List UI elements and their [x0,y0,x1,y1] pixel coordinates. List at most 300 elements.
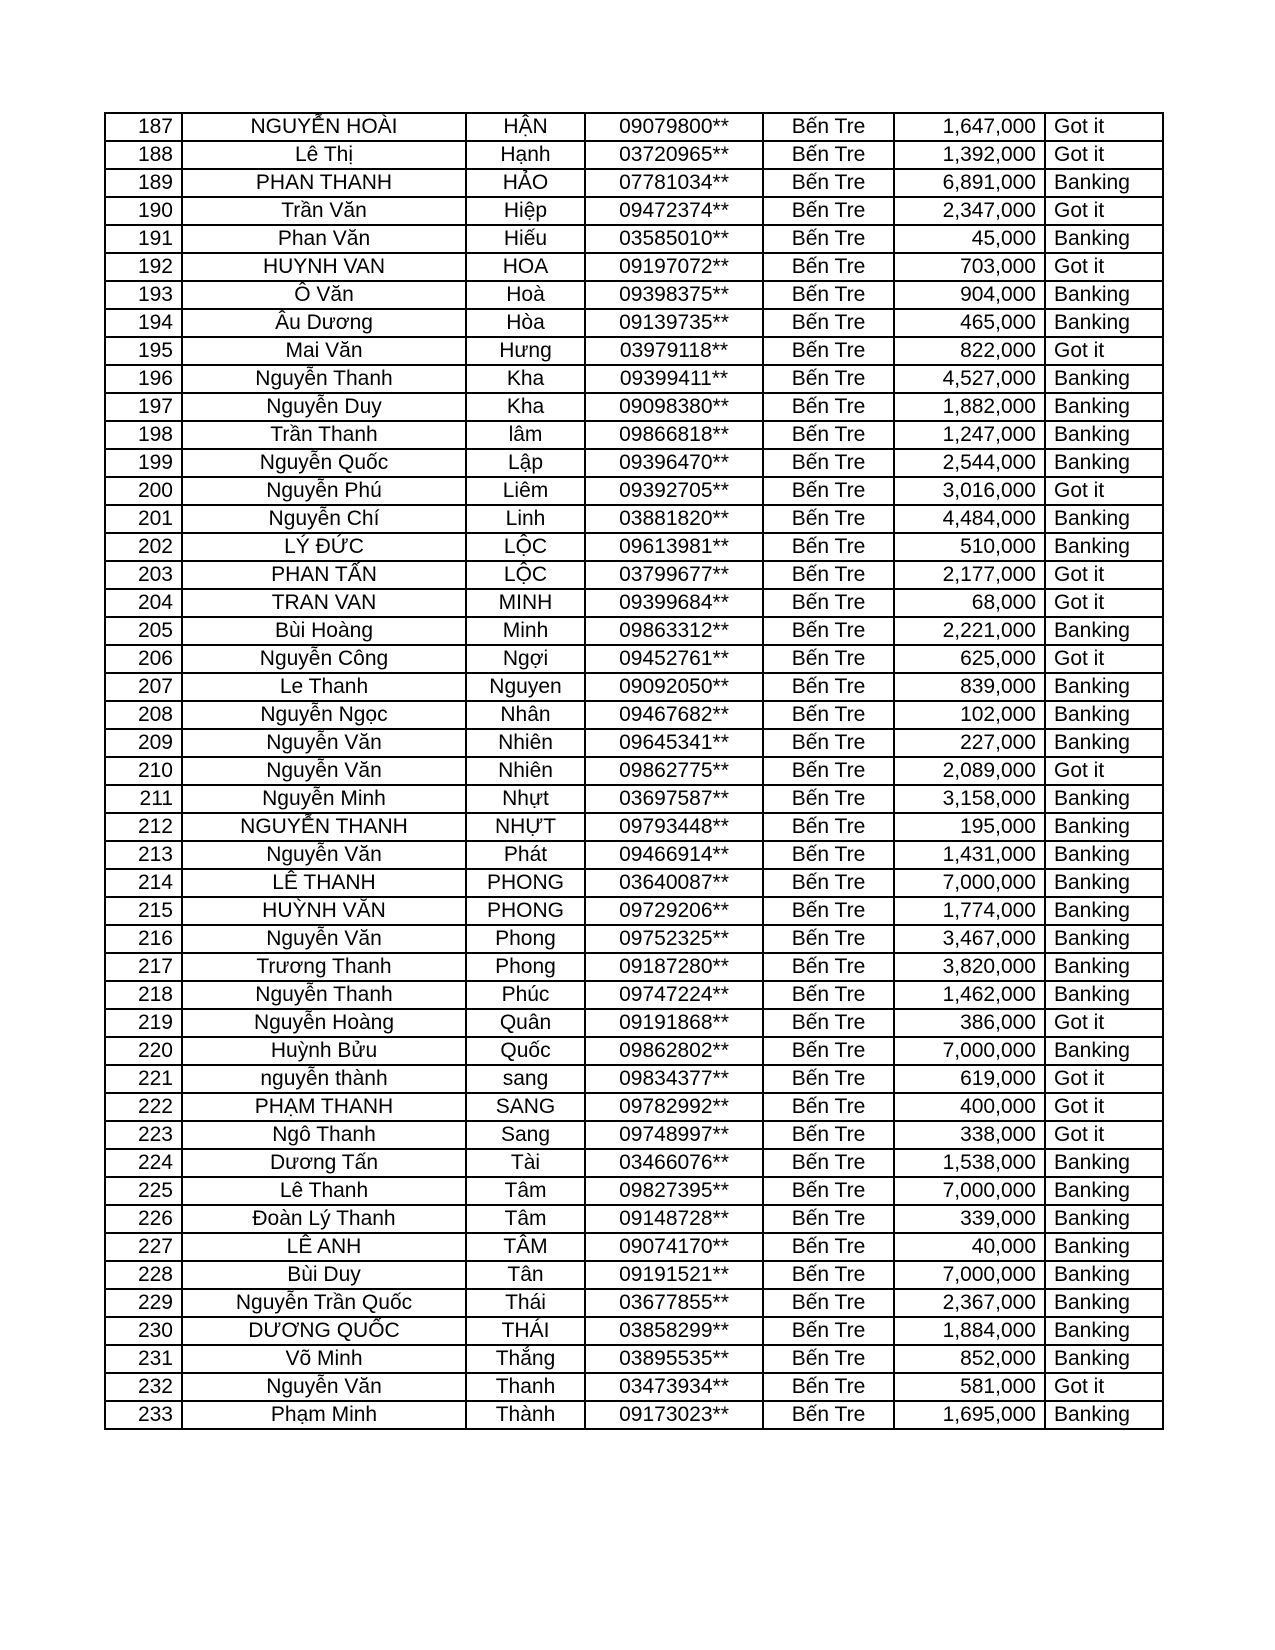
first-name-cell: Minh [466,617,585,645]
province-cell: Bến Tre [763,1373,894,1401]
first-name-cell: Liêm [466,477,585,505]
province-cell: Bến Tre [763,925,894,953]
phone-number-cell: 09187280** [585,953,763,981]
phone-number-cell: 09452761** [585,645,763,673]
province-cell: Bến Tre [763,533,894,561]
last-middle-name-cell: Dương Tấn [182,1149,466,1177]
amount-cell: 3,016,000 [894,477,1045,505]
amount-cell: 40,000 [894,1233,1045,1261]
province-cell: Bến Tre [763,1009,894,1037]
phone-number-cell: 09613981** [585,533,763,561]
first-name-cell: PHONG [466,897,585,925]
payment-method-cell: Banking [1045,785,1163,813]
first-name-cell: Quân [466,1009,585,1037]
phone-number-cell: 03979118** [585,337,763,365]
last-middle-name-cell: Bùi Hoàng [182,617,466,645]
table-row [105,1037,1163,1065]
phone-number-cell: 09139735** [585,309,763,337]
last-middle-name-cell: Trương Thanh [182,953,466,981]
last-middle-name-cell: Nguyễn Văn [182,841,466,869]
province-cell: Bến Tre [763,1289,894,1317]
first-name-cell: THÁI [466,1317,585,1345]
province-cell: Bến Tre [763,1233,894,1261]
last-middle-name-cell: Nguyễn Thanh [182,981,466,1009]
row-number-cell: 220 [105,1037,182,1065]
amount-cell: 904,000 [894,281,1045,309]
first-name-cell: Kha [466,365,585,393]
payment-method-cell: Got it [1045,1373,1163,1401]
phone-number-cell: 09866818** [585,421,763,449]
last-middle-name-cell: PHAN TẤN [182,561,466,589]
province-cell: Bến Tre [763,645,894,673]
last-middle-name-cell: Nguyễn Văn [182,1373,466,1401]
province-cell: Bến Tre [763,421,894,449]
first-name-cell: lâm [466,421,585,449]
province-cell: Bến Tre [763,757,894,785]
payment-method-cell: Banking [1045,1177,1163,1205]
row-number-cell: 190 [105,197,182,225]
phone-number-cell: 09098380** [585,393,763,421]
payment-method-cell: Got it [1045,1065,1163,1093]
row-number-cell: 213 [105,841,182,869]
first-name-cell: LỘC [466,533,585,561]
amount-cell: 619,000 [894,1065,1045,1093]
first-name-cell: Tài [466,1149,585,1177]
last-middle-name-cell: NGUYỄN HOÀI [182,113,466,141]
last-middle-name-cell: Nguyễn Ngọc [182,701,466,729]
province-cell: Bến Tre [763,785,894,813]
row-number-cell: 208 [105,701,182,729]
province-cell: Bến Tre [763,1037,894,1065]
row-number-cell: 205 [105,617,182,645]
amount-cell: 1,695,000 [894,1401,1045,1429]
table-row [105,281,1163,309]
amount-cell: 2,221,000 [894,617,1045,645]
last-middle-name-cell: Ô Văn [182,281,466,309]
first-name-cell: MINH [466,589,585,617]
first-name-cell: sang [466,1065,585,1093]
phone-number-cell: 07781034** [585,169,763,197]
province-cell: Bến Tre [763,1345,894,1373]
row-number-cell: 194 [105,309,182,337]
payment-method-cell: Banking [1045,309,1163,337]
payment-method-cell: Got it [1045,197,1163,225]
province-cell: Bến Tre [763,197,894,225]
amount-cell: 822,000 [894,337,1045,365]
payment-method-cell: Got it [1045,113,1163,141]
last-middle-name-cell: Lê Thị [182,141,466,169]
row-number-cell: 222 [105,1093,182,1121]
amount-cell: 465,000 [894,309,1045,337]
last-middle-name-cell: Nguyễn Văn [182,729,466,757]
amount-cell: 1,882,000 [894,393,1045,421]
table-row [105,1261,1163,1289]
table-row [105,309,1163,337]
table-row [105,393,1163,421]
province-cell: Bến Tre [763,1205,894,1233]
last-middle-name-cell: Lê Thanh [182,1177,466,1205]
last-middle-name-cell: Phan Văn [182,225,466,253]
row-number-cell: 223 [105,1121,182,1149]
row-number-cell: 217 [105,953,182,981]
amount-cell: 45,000 [894,225,1045,253]
table-row [105,617,1163,645]
phone-number-cell: 09645341** [585,729,763,757]
table-row [105,365,1163,393]
payment-method-cell: Banking [1045,421,1163,449]
amount-cell: 2,347,000 [894,197,1045,225]
table-row [105,1205,1163,1233]
amount-cell: 4,484,000 [894,505,1045,533]
row-number-cell: 228 [105,1261,182,1289]
first-name-cell: Hưng [466,337,585,365]
first-name-cell: Thắng [466,1345,585,1373]
province-cell: Bến Tre [763,309,894,337]
row-number-cell: 197 [105,393,182,421]
province-cell: Bến Tre [763,337,894,365]
last-middle-name-cell: PHẠM THANH [182,1093,466,1121]
table-row [105,421,1163,449]
first-name-cell: Hạnh [466,141,585,169]
first-name-cell: Hiệp [466,197,585,225]
province-cell: Bến Tre [763,477,894,505]
amount-cell: 2,089,000 [894,757,1045,785]
table-row [105,1345,1163,1373]
province-cell: Bến Tre [763,113,894,141]
phone-number-cell: 03697587** [585,785,763,813]
row-number-cell: 189 [105,169,182,197]
amount-cell: 1,647,000 [894,113,1045,141]
row-number-cell: 202 [105,533,182,561]
amount-cell: 3,467,000 [894,925,1045,953]
payment-method-cell: Banking [1045,953,1163,981]
province-cell: Bến Tre [763,673,894,701]
first-name-cell: NHỰT [466,813,585,841]
province-cell: Bến Tre [763,281,894,309]
row-number-cell: 199 [105,449,182,477]
row-number-cell: 232 [105,1373,182,1401]
amount-cell: 7,000,000 [894,869,1045,897]
first-name-cell: HOA [466,253,585,281]
last-middle-name-cell: Âu Dương [182,309,466,337]
payment-method-cell: Banking [1045,701,1163,729]
row-number-cell: 211 [105,785,182,813]
last-middle-name-cell: Le Thanh [182,673,466,701]
amount-cell: 581,000 [894,1373,1045,1401]
phone-number-cell: 09074170** [585,1233,763,1261]
province-cell: Bến Tre [763,701,894,729]
table-row [105,645,1163,673]
row-number-cell: 188 [105,141,182,169]
phone-number-cell: 03858299** [585,1317,763,1345]
last-middle-name-cell: Mai Văn [182,337,466,365]
phone-number-cell: 09399411** [585,365,763,393]
payment-method-cell: Banking [1045,981,1163,1009]
phone-number-cell: 09092050** [585,673,763,701]
last-middle-name-cell: Nguyễn Minh [182,785,466,813]
amount-cell: 2,544,000 [894,449,1045,477]
first-name-cell: Hoà [466,281,585,309]
payment-method-cell: Got it [1045,141,1163,169]
amount-cell: 386,000 [894,1009,1045,1037]
row-number-cell: 225 [105,1177,182,1205]
last-middle-name-cell: nguyễn thành [182,1065,466,1093]
table-row [105,1149,1163,1177]
table-row [105,1065,1163,1093]
last-middle-name-cell: Võ Minh [182,1345,466,1373]
table-row [105,1233,1163,1261]
province-cell: Bến Tre [763,841,894,869]
row-number-cell: 206 [105,645,182,673]
payment-method-cell: Banking [1045,533,1163,561]
phone-number-cell: 03720965** [585,141,763,169]
payment-method-cell: Banking [1045,225,1163,253]
table-row [105,533,1163,561]
row-number-cell: 229 [105,1289,182,1317]
amount-cell: 3,820,000 [894,953,1045,981]
phone-number-cell: 03799677** [585,561,763,589]
first-name-cell: HẢO [466,169,585,197]
first-name-cell: Phong [466,953,585,981]
amount-cell: 195,000 [894,813,1045,841]
first-name-cell: Phong [466,925,585,953]
amount-cell: 2,367,000 [894,1289,1045,1317]
last-middle-name-cell: Nguyễn Quốc [182,449,466,477]
first-name-cell: HẬN [466,113,585,141]
last-middle-name-cell: TRAN VAN [182,589,466,617]
province-cell: Bến Tre [763,1065,894,1093]
phone-number-cell: 09399684** [585,589,763,617]
first-name-cell: Quốc [466,1037,585,1065]
table-row [105,869,1163,897]
phone-number-cell: 03881820** [585,505,763,533]
phone-number-cell: 09782992** [585,1093,763,1121]
payment-method-cell: Banking [1045,1401,1163,1429]
row-number-cell: 212 [105,813,182,841]
table-row [105,1121,1163,1149]
payment-method-cell: Banking [1045,449,1163,477]
province-cell: Bến Tre [763,981,894,1009]
payment-method-cell: Got it [1045,589,1163,617]
first-name-cell: Lập [466,449,585,477]
province-cell: Bến Tre [763,141,894,169]
last-middle-name-cell: Ngô Thanh [182,1121,466,1149]
last-middle-name-cell: Nguyễn Văn [182,925,466,953]
payment-method-cell: Banking [1045,393,1163,421]
amount-cell: 1,538,000 [894,1149,1045,1177]
payment-method-cell: Got it [1045,1121,1163,1149]
amount-cell: 68,000 [894,589,1045,617]
table-row [105,1401,1163,1429]
first-name-cell: SANG [466,1093,585,1121]
last-middle-name-cell: Bùi Duy [182,1261,466,1289]
province-cell: Bến Tre [763,953,894,981]
amount-cell: 338,000 [894,1121,1045,1149]
table-row [105,729,1163,757]
row-number-cell: 196 [105,365,182,393]
province-cell: Bến Tre [763,617,894,645]
phone-number-cell: 03895535** [585,1345,763,1373]
row-number-cell: 210 [105,757,182,785]
row-number-cell: 214 [105,869,182,897]
table-row [105,1317,1163,1345]
first-name-cell: LỘC [466,561,585,589]
phone-number-cell: 03585010** [585,225,763,253]
row-number-cell: 221 [105,1065,182,1093]
payment-method-cell: Banking [1045,1317,1163,1345]
amount-cell: 227,000 [894,729,1045,757]
first-name-cell: Linh [466,505,585,533]
payment-method-cell: Banking [1045,1261,1163,1289]
last-middle-name-cell: Nguyễn Chí [182,505,466,533]
phone-number-cell: 09466914** [585,841,763,869]
first-name-cell: Hòa [466,309,585,337]
amount-cell: 7,000,000 [894,1177,1045,1205]
amount-cell: 839,000 [894,673,1045,701]
first-name-cell: Tâm [466,1205,585,1233]
payment-method-cell: Got it [1045,337,1163,365]
province-cell: Bến Tre [763,729,894,757]
row-number-cell: 204 [105,589,182,617]
last-middle-name-cell: LÝ ĐỨC [182,533,466,561]
phone-number-cell: 09079800** [585,113,763,141]
table-row [105,925,1163,953]
last-middle-name-cell: LÊ ANH [182,1233,466,1261]
row-number-cell: 230 [105,1317,182,1345]
table-row [105,225,1163,253]
province-cell: Bến Tre [763,1121,894,1149]
amount-cell: 7,000,000 [894,1037,1045,1065]
payment-method-cell: Got it [1045,477,1163,505]
first-name-cell: Nhiên [466,757,585,785]
row-number-cell: 231 [105,1345,182,1373]
table-row [105,953,1163,981]
first-name-cell: Tân [466,1261,585,1289]
row-number-cell: 192 [105,253,182,281]
payment-method-cell: Banking [1045,281,1163,309]
phone-number-cell: 09793448** [585,813,763,841]
table-row [105,785,1163,813]
amount-cell: 1,247,000 [894,421,1045,449]
table-row [105,1009,1163,1037]
table-row [105,561,1163,589]
payment-method-cell: Banking [1045,1233,1163,1261]
phone-number-cell: 03640087** [585,869,763,897]
payment-method-cell: Banking [1045,1205,1163,1233]
row-number-cell: 209 [105,729,182,757]
phone-number-cell: 09173023** [585,1401,763,1429]
phone-number-cell: 09862802** [585,1037,763,1065]
table-row [105,253,1163,281]
amount-cell: 400,000 [894,1093,1045,1121]
table-row [105,1373,1163,1401]
amount-cell: 703,000 [894,253,1045,281]
last-middle-name-cell: Nguyễn Văn [182,757,466,785]
last-middle-name-cell: Nguyễn Thanh [182,365,466,393]
amount-cell: 510,000 [894,533,1045,561]
last-middle-name-cell: Phạm Minh [182,1401,466,1429]
row-number-cell: 227 [105,1233,182,1261]
payment-method-cell: Got it [1045,1093,1163,1121]
table-row [105,505,1163,533]
first-name-cell: Hiếu [466,225,585,253]
first-name-cell: Ngợi [466,645,585,673]
province-cell: Bến Tre [763,1401,894,1429]
row-number-cell: 193 [105,281,182,309]
phone-number-cell: 09834377** [585,1065,763,1093]
province-cell: Bến Tre [763,169,894,197]
payment-method-cell: Got it [1045,757,1163,785]
row-number-cell: 200 [105,477,182,505]
row-number-cell: 224 [105,1149,182,1177]
payment-method-cell: Banking [1045,1345,1163,1373]
phone-number-cell: 09392705** [585,477,763,505]
amount-cell: 7,000,000 [894,1261,1045,1289]
payment-method-cell: Got it [1045,645,1163,673]
payment-method-cell: Banking [1045,505,1163,533]
first-name-cell: Nhựt [466,785,585,813]
province-cell: Bến Tre [763,897,894,925]
last-middle-name-cell: LÊ THANH [182,869,466,897]
payment-method-cell: Banking [1045,813,1163,841]
amount-cell: 102,000 [894,701,1045,729]
winners-table [104,112,1164,1430]
province-cell: Bến Tre [763,449,894,477]
row-number-cell: 226 [105,1205,182,1233]
payment-method-cell: Banking [1045,841,1163,869]
row-number-cell: 203 [105,561,182,589]
table-row [105,813,1163,841]
amount-cell: 1,431,000 [894,841,1045,869]
row-number-cell: 195 [105,337,182,365]
first-name-cell: Tâm [466,1177,585,1205]
phone-number-cell: 09396470** [585,449,763,477]
phone-number-cell: 03473934** [585,1373,763,1401]
payment-method-cell: Got it [1045,253,1163,281]
payment-method-cell: Banking [1045,1289,1163,1317]
last-middle-name-cell: Nguyễn Công [182,645,466,673]
first-name-cell: Thái [466,1289,585,1317]
table-row [105,589,1163,617]
payment-method-cell: Banking [1045,365,1163,393]
last-middle-name-cell: Nguyễn Duy [182,393,466,421]
first-name-cell: Sang [466,1121,585,1149]
row-number-cell: 201 [105,505,182,533]
phone-number-cell: 09752325** [585,925,763,953]
amount-cell: 852,000 [894,1345,1045,1373]
last-middle-name-cell: Trần Thanh [182,421,466,449]
last-middle-name-cell: Trần Văn [182,197,466,225]
table-row [105,113,1163,141]
phone-number-cell: 09863312** [585,617,763,645]
first-name-cell: Phát [466,841,585,869]
province-cell: Bến Tre [763,253,894,281]
payment-method-cell: Banking [1045,1037,1163,1065]
last-middle-name-cell: PHAN THANH [182,169,466,197]
table-row [105,897,1163,925]
phone-number-cell: 09827395** [585,1177,763,1205]
phone-number-cell: 09747224** [585,981,763,1009]
payment-method-cell: Banking [1045,1149,1163,1177]
table-row [105,1177,1163,1205]
row-number-cell: 219 [105,1009,182,1037]
first-name-cell: Thanh [466,1373,585,1401]
phone-number-cell: 09472374** [585,197,763,225]
amount-cell: 339,000 [894,1205,1045,1233]
payment-method-cell: Banking [1045,617,1163,645]
phone-number-cell: 09729206** [585,897,763,925]
province-cell: Bến Tre [763,225,894,253]
